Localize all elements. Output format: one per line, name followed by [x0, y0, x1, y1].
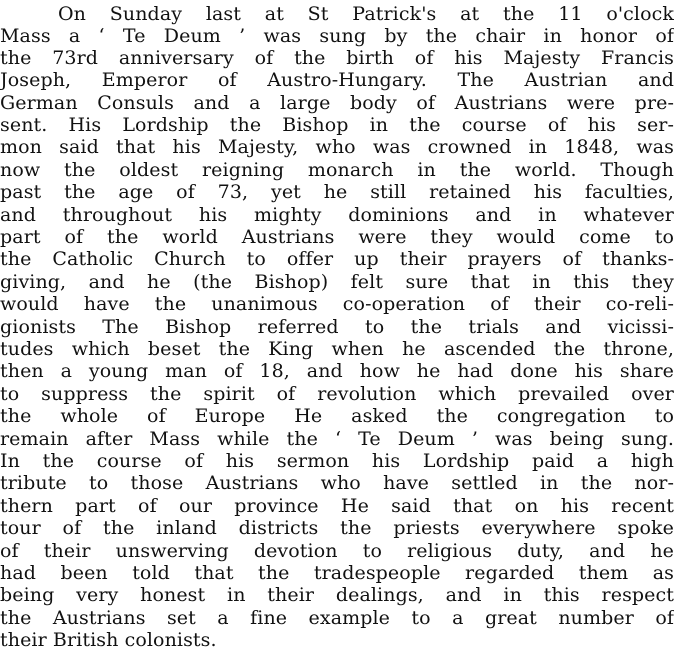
article-line-4: Joseph, Emperor of Austro-Hungary. The Austrian and: [0, 69, 674, 91]
article-line-23: thern part of our province He said that on his recent: [0, 495, 674, 517]
article-line-18: to suppress the spirit of revolution which prevailed over: [0, 383, 674, 405]
article-line-7: mon said that his Majesty, who was crowned in 1848, was: [0, 136, 674, 158]
article-line-5: German Consuls and a large body of Austrians were pre-: [0, 92, 674, 114]
article-line-27: being very honest in their dealings, and in this respect: [0, 584, 674, 606]
article-line-9: past the age of 73, yet he still retained his faculties,: [0, 181, 674, 203]
article-line-24: tour of the inland districts the priests everywhere spoke: [0, 517, 674, 539]
article-line-29: their British colonists.: [0, 629, 217, 651]
article-line-6: sent. His Lordship the Bishop in the course of his ser-: [0, 114, 674, 136]
article-line-13: giving, and he (the Bishop) felt sure that in this they: [0, 271, 674, 293]
article-line-17: then a young man of 18, and how he had done his share: [0, 360, 674, 382]
article-line-12: the Catholic Church to offer up their prayers of thanks-: [0, 248, 674, 270]
article-line-15: gionists The Bishop referred to the trials and vicissi-: [0, 316, 674, 338]
article-line-26: had been told that the tradespeople regarded them as: [0, 562, 674, 584]
article-line-14: would have the unanimous co-operation of their co-reli-: [0, 293, 674, 315]
article-line-22: tribute to those Austrians who have settled in the nor-: [0, 472, 674, 494]
article-line-8: now the oldest reigning monarch in the world. Though: [0, 159, 674, 181]
article-line-3: the 73rd anniversary of the birth of his Majesty Francis: [0, 47, 674, 69]
article-line-10: and throughout his mighty dominions and in whatever: [0, 204, 674, 226]
article-line-21: In the course of his sermon his Lordship paid a high: [0, 450, 674, 472]
article-line-16: tudes which beset the King when he ascended the throne,: [0, 338, 674, 360]
article-line-11: part of the world Austrians were they would come to: [0, 226, 674, 248]
article-line-28: the Austrians set a fine example to a great number of: [0, 607, 674, 629]
article-line-19: the whole of Europe He asked the congregation to: [0, 405, 674, 427]
article-line-2: Mass a ‘ Te Deum ’ was sung by the chair in honor of: [0, 25, 674, 47]
article-line-20: remain after Mass while the ‘ Te Deum ’ was being sung.: [0, 428, 674, 450]
article-line-1: On Sunday last at St Patrick's at the 11 o'clock: [58, 3, 674, 25]
article-line-25: of their unswerving devotion to religious duty, and he: [0, 540, 674, 562]
